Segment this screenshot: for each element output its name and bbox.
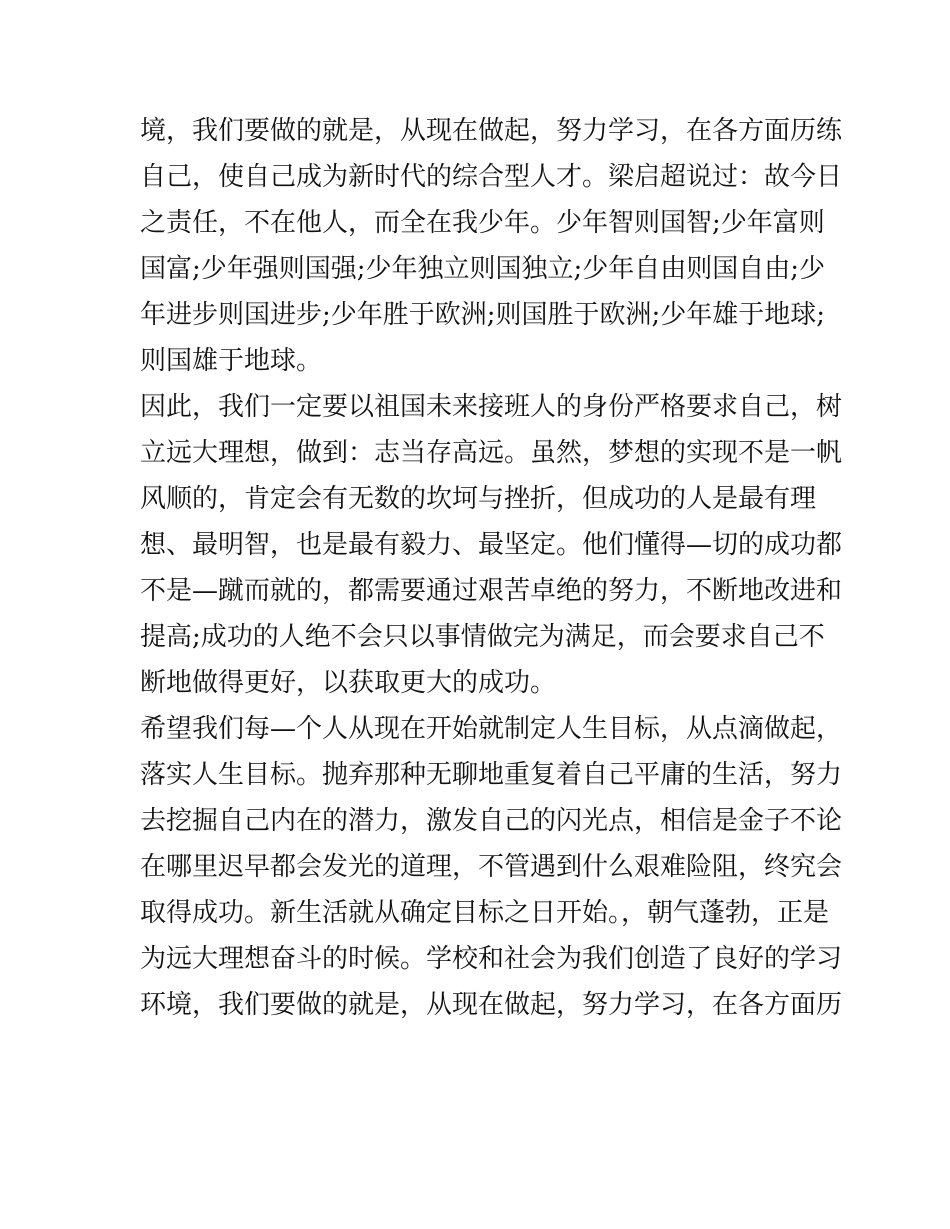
text-line: 之责任，不在他人，而全在我少年。少年智则国智;少年富则 [140,208,825,238]
text-line: 立远大理想，做到：志当存高远。虽然，梦想的实现不是一帆 [140,438,843,468]
text-line: 则国雄于地球。 [140,346,323,376]
text-line: 自己，使自己成为新时代的综合型人才。梁启超说过：故今日 [140,162,843,192]
text-line: 希望我们每—个人从现在开始就制定人生目标，从点滴做起， [140,714,843,744]
text-line: 想、最明智，也是最有毅力、最坚定。他们懂得—切的成功都 [140,530,843,560]
document-body [140,108,843,1028]
text-line: 风顺的，肯定会有无数的坎坷与挫折，但成功的人是最有理 [140,484,817,514]
text-line: 断地做得更好，以获取更大的成功。 [140,668,557,698]
text-line: 国富;少年强则国强;少年独立则国独立;少年自由则国自由;少 [140,254,826,284]
text-line: 境，我们要做的就是，从现在做起，努力学习，在各方面历练 [140,116,843,146]
text-line: 在哪里迟早都会发光的道理，不管遇到什么艰难险阻，终究会 [140,852,843,882]
text-line: 提高;成功的人绝不会只以事情做完为满足，而会要求自己不 [140,622,825,652]
text-line: 落实人生目标。抛弃那种无聊地重复着自己平庸的生活，努力 [140,760,843,790]
text-line: 年进步则国进步;少年胜于欧洲;则国胜于欧洲;少年雄于地球; [140,300,826,330]
text-line: 去挖掘自己内在的潜力，激发自己的闪光点，相信是金子不论 [140,806,843,836]
text-line: 环境，我们要做的就是，从现在做起，努力学习，在各方面历 [140,990,843,1020]
text-line: 不是—蹴而就的，都需要通过艰苦卓绝的努力，不断地改进和 [140,576,843,606]
text-line: 取得成功。新生活就从确定目标之日开始。，朝气蓬勃，正是 [140,898,830,928]
text-line: 为远大理想奋斗的时候。学校和社会为我们创造了良好的学习 [140,944,843,974]
text-line: 因此，我们一定要以祖国未来接班人的身份严格要求自己，树 [140,392,843,422]
